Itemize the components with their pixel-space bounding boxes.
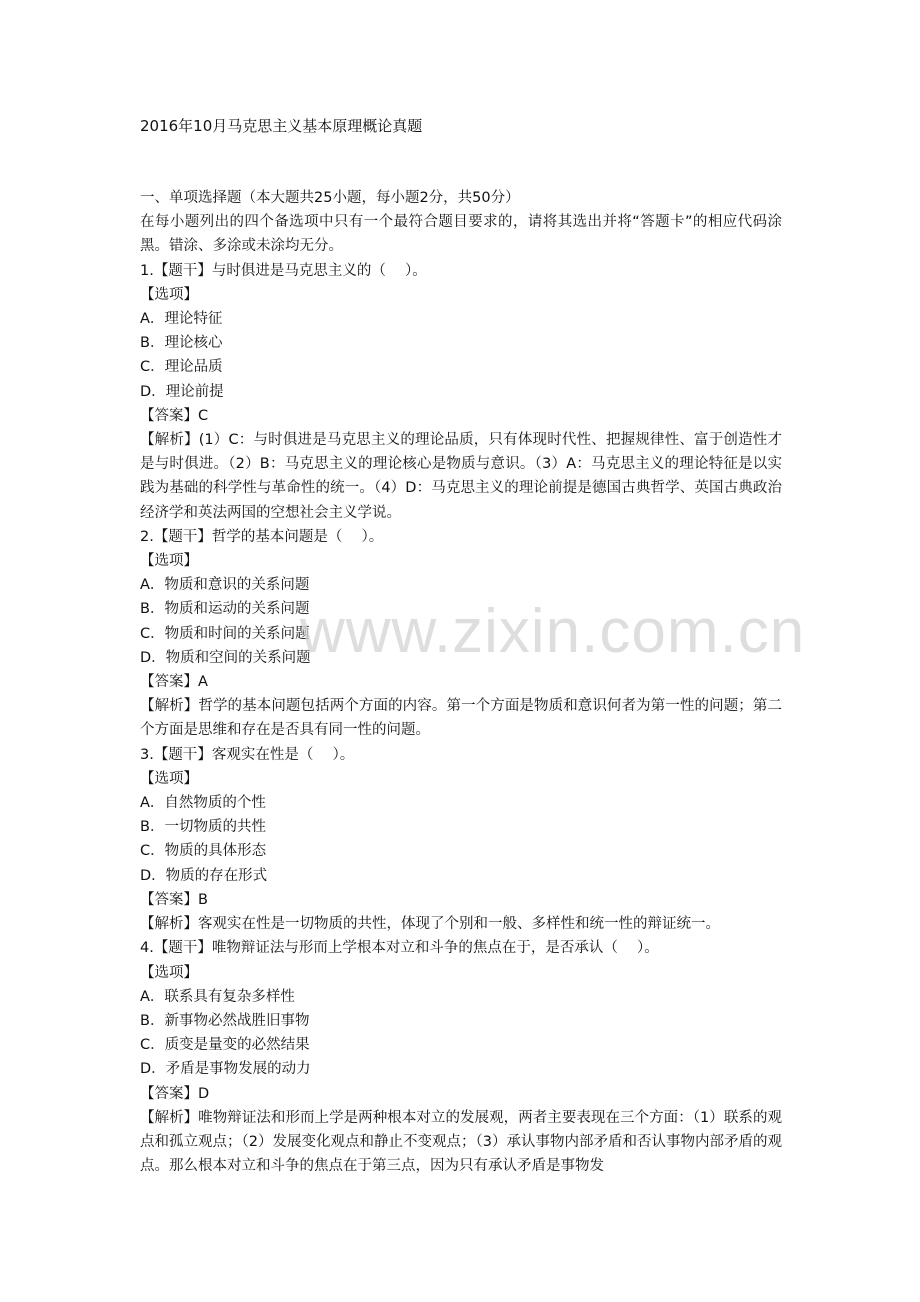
question-stem: 3.【题干】客观实在性是（ ）。 [140,746,355,763]
option-b: B．理论核心 [140,335,223,352]
option-d: D．理论前提 [140,383,224,400]
option-c: C．物质的具体形态 [140,843,267,860]
answer: 【答案】C [140,407,209,424]
section-heading: 一、单项选择题（本大题共25小题，每小题2分，共50分） [140,190,520,206]
option-d: D．物质和空间的关系问题 [140,649,311,666]
options-label: 【选项】 [140,964,198,981]
option-a: A．联系具有复杂多样性 [140,988,295,1005]
analysis: 【解析】客观实在性是一切物质的共性，体现了个别和一般、多样性和统一性的辩证统一。 [140,916,720,933]
option-c: C．质变是量变的必然结果 [140,1037,310,1054]
section-instructions: 在每小题列出的四个备选项中只有一个最符合题目要求的，请将其选出并将“答题卡”的相应代码涂黑。错涂、多涂或未涂均无分。 [140,214,782,255]
option-a: A．自然物质的个性 [140,795,266,812]
question-stem: 4.【题干】唯物辩证法与形而上学根本对立和斗争的焦点在于，是否承认（ ）。 [140,940,659,957]
options-label: 【选项】 [140,553,198,570]
document-title: 2016年10月马克思主义基本原理概论真题 [140,117,423,135]
question-stem: 2.【题干】哲学的基本问题是（ ）。 [140,528,384,545]
option-c: C．理论品质 [140,359,223,376]
options-label: 【选项】 [140,770,198,787]
answer: 【答案】D [140,1085,210,1102]
answer: 【答案】B [140,891,208,908]
option-d: D．物质的存在形式 [140,867,268,884]
question-3 [140,743,782,937]
question-stem: 1.【题干】与时俱进是马克思主义的（ ）。 [140,262,427,279]
watermark: www.zixin.com.cn [300,597,806,666]
exam-content [140,186,782,1178]
option-b: B．物质和运动的关系问题 [140,601,310,618]
question-2 [140,525,782,743]
answer: 【答案】A [140,674,208,691]
options-label: 【选项】 [140,286,198,303]
option-d: D．矛盾是事物发展的动力 [140,1061,311,1078]
option-a: A．物质和意识的关系问题 [140,577,310,594]
option-b: B．一切物质的共性 [140,819,266,836]
question-1 [140,259,782,525]
analysis: 【解析】唯物辩证法和形而上学是两种根本对立的发展观，两者主要表现在三个方面：（1）联系的观点和孤立观点；（2）发展变化观点和静止不变观点；（3）承认事物内部矛盾和否认事物内部矛盾的观点。那么根本对立和斗争的焦点在于第三点，因为只有承认矛盾是事物发 [140,1109,782,1175]
option-c: C．物质和时间的关系问题 [140,625,310,642]
option-a: A．理论特征 [140,311,223,328]
question-4 [140,936,782,1178]
option-b: B．新事物必然战胜旧事物 [140,1012,310,1029]
analysis: 【解析】哲学的基本问题包括两个方面的内容。第一个方面是物质和意识何者为第一性的问题；第二个方面是思维和存在是否具有同一性的问题。 [140,698,782,739]
analysis: 【解析】(1）C：与时俱进是马克思主义的理论品质，只有体现时代性、把握规律性、富于创造性才是与时俱进。（2）B：马克思主义的理论核心是物质与意识。（3）A：马克思主义的理论特征是以实践为基础的科学性与革命性的统一。（4）D：马克思主义的理论前提是德国古典哲学、英国古典政治经济学和英法两国的空想社会主义学说。 [140,432,782,521]
